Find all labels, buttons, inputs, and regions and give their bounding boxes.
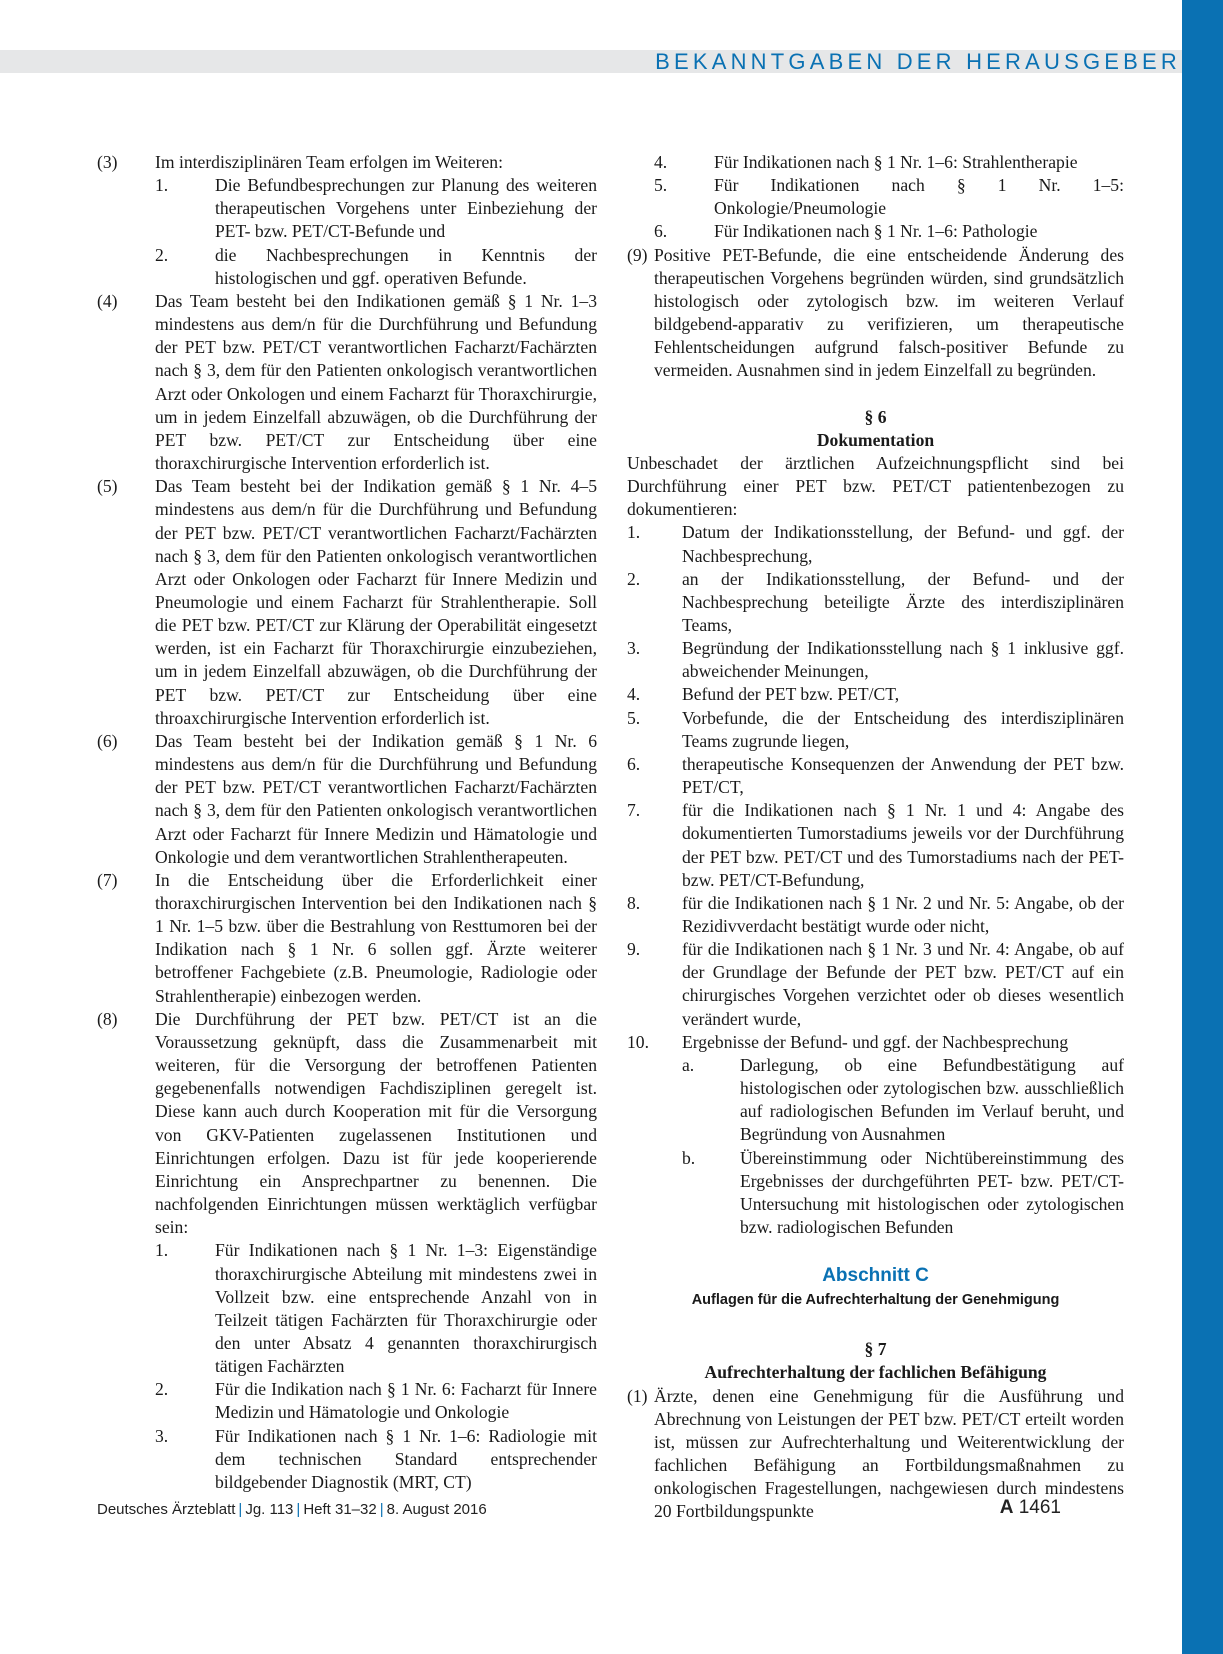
section-header-title: BEKANNTGABEN DER HERAUSGEBER xyxy=(655,49,1181,74)
list-item xyxy=(97,1378,597,1424)
list-item xyxy=(627,683,1124,706)
list-item xyxy=(627,637,1124,683)
paragraph-4 xyxy=(97,290,597,475)
footer-issue: Heft 31–32 xyxy=(303,1501,377,1518)
list-number: 1. xyxy=(155,1240,169,1261)
list-item xyxy=(627,799,1124,892)
paragraph-8 xyxy=(97,1008,597,1240)
page-prefix: A xyxy=(999,1497,1014,1518)
list-item xyxy=(627,707,1124,753)
paragraph-text: Positive PET-Befunde, die eine entscheidende Änderung des therapeutischen Vorgehens begründen würden, sind grundsätzlich histologisch oder zytologisch bzw. im weiteren Verlauf bildgebend-apparativ zu verifizieren, um therapeutische Fehlentscheidungen aufgrund falsch-positiver Befunde zu vermeiden. Ausnahmen sind in jedem Einzelfall zu begründen. xyxy=(654,244,1124,381)
list-item xyxy=(627,938,1124,1031)
list-number: 3. xyxy=(155,1425,169,1446)
paragraph-7 xyxy=(97,869,597,1008)
page-number-value: 1461 xyxy=(1018,1497,1061,1518)
list-text: Für Indikationen nach § 1 Nr. 1–6: Pathologie xyxy=(714,221,1038,242)
list-text: Für Indikationen nach § 1 Nr. 1–6: Strahlentherapie xyxy=(714,152,1078,172)
list-text: Übereinstimmung oder Nichtübereinstimmung des Ergebnisses der durchgeführten PET- bzw. PET/CT-Untersuchung mit histologischen oder zytologischen bzw. radiologischen Befunden xyxy=(740,1147,1124,1238)
list-text: Befund der PET bzw. PET/CT, xyxy=(682,684,900,705)
list-text: für die Indikationen nach § 1 Nr. 1 und 4: Angabe des dokumentierten Tumorstadiums jeweils vor der Durchführung der PET bzw. PET/CT und des Tumorstadiums nach der PET- bzw. PET/CT-Befundung, xyxy=(682,800,1124,890)
list-item xyxy=(627,892,1124,938)
list-item xyxy=(97,244,597,290)
footer-date: 8. August 2016 xyxy=(386,1501,487,1518)
abschnitt-title: Abschnitt C xyxy=(822,1265,929,1287)
list-number: 5. xyxy=(627,707,641,728)
list-number: 5. xyxy=(654,175,668,196)
paragraph-text: Im interdisziplinären Team erfolgen im Weiteren: xyxy=(155,152,503,172)
section-6-intro: Unbeschadet der ärztlichen Aufzeichnungspflicht sind bei Durchführung einer PET bzw. PET/CT patientenbezogen zu dokumentieren: xyxy=(627,452,1124,520)
right-column xyxy=(627,151,1124,1523)
paragraph-number: (8) xyxy=(97,1008,118,1029)
list-item xyxy=(627,568,1124,637)
footer-citation: Deutsches Ärzteblatt | Jg. 113 | Heft 31–32 | 8. August 2016 xyxy=(97,1501,487,1518)
list-text: Darlegung, ob eine Befundbestätigung auf histologischen oder zytologischen bzw. ausschließlich auf radiologischen Befunden im Verlauf beruht, und Begründung von Ausnahmen xyxy=(740,1054,1124,1145)
section-7-number: § 7 xyxy=(864,1339,887,1360)
paragraph-text: Das Team besteht bei den Indikationen gemäß § 1 Nr. 1–3 mindestens aus dem/n für die Durchführung und Befundung der PET bzw. PET/CT verantwortlichen Facharzt/Fachärzten nach § 3, dem für den Patienten onkologisch verantwortlichen Arzt oder Onkologen und einem Facharzt für Thoraxchirurgie, um in jedem Einzelfall abzuwägen, ob die Durchführung der PET bzw. PET/CT zur Entscheidung über eine thoraxchirurgische Intervention erforderlich ist. xyxy=(155,290,597,474)
list-number: 6. xyxy=(627,753,641,774)
list-number: 9. xyxy=(627,939,641,960)
list-text: Die Befundbesprechungen zur Planung des weiteren therapeutischen Vorgehens unter Einbeziehung der PET- bzw. PET/CT-Befunde und xyxy=(215,175,597,242)
list-number: b. xyxy=(682,1147,696,1168)
list-number: 6. xyxy=(654,221,668,242)
list-number: a. xyxy=(682,1054,695,1075)
list-number: 1. xyxy=(627,522,641,543)
list-number: 1. xyxy=(155,175,169,196)
list-text: für die Indikationen nach § 1 Nr. 3 und Nr. 4: Angabe, ob auf der Grundlage der Befunde der PET bzw. PET/CT auf ein chirurgisches Vorgehen verzichtet oder ob dieses wesentlich verändert wurde, xyxy=(682,939,1124,1029)
list-text: Für Indikationen nach § 1 Nr. 1–3: Eigenständige thoraxchirurgische Abteilung mit mindestens zwei in Vollzeit bzw. eine entsprechende Anzahl von in Teilzeit tätigen Fachärzten für Thoraxchirurgie oder den unter Absatz 4 genannten thoraxchirurgisch tätigen Fachärzten xyxy=(215,1240,597,1377)
list-subitem xyxy=(627,1147,1124,1240)
paragraph-number: (4) xyxy=(97,290,118,311)
section-7-title: Aufrechterhaltung der fachlichen Befähigung xyxy=(704,1362,1047,1383)
section-6-title: Dokumentation xyxy=(816,429,935,450)
list-item xyxy=(627,174,1124,220)
list-item xyxy=(627,753,1124,799)
list-number: 4. xyxy=(654,152,668,172)
section-6-number: § 6 xyxy=(864,406,887,427)
list-text: an der Indikationsstellung, der Befund- und der Nachbesprechung beteiligte Ärzte des interdisziplinären Teams, xyxy=(682,568,1124,635)
paragraph-number: (3) xyxy=(97,152,118,172)
list-item xyxy=(97,1239,597,1378)
list-text: Ergebnisse der Befund- und ggf. der Nachbesprechung xyxy=(682,1031,1069,1052)
paragraph-number: (6) xyxy=(97,730,118,751)
list-text: Für die Indikation nach § 1 Nr. 6: Facharzt für Innere Medizin und Hämatologie und Onkologie xyxy=(215,1379,597,1423)
list-text: therapeutische Konsequenzen der Anwendung der PET bzw. PET/CT, xyxy=(682,753,1124,798)
list-number: 4. xyxy=(627,684,641,705)
paragraph-6 xyxy=(97,730,597,869)
list-item xyxy=(627,521,1124,567)
list-text: Begründung der Indikationsstellung nach § 1 inklusive ggf. abweichender Meinungen, xyxy=(682,638,1124,682)
blue-sidebar-strip xyxy=(1182,0,1223,1654)
list-subitem xyxy=(627,1054,1124,1147)
list-text: Für Indikationen nach § 1 Nr. 1–6: Radiologie mit dem technischen Standard entsprechender bildgebender Diagnostik (MRT, CT) xyxy=(215,1425,597,1492)
paragraph-text: Ärzte, denen eine Genehmigung für die Ausführung und Abrechnung von Leistungen der PET bzw. PET/CT erteilt worden ist, müssen zur Aufrechterhaltung und Weiterentwicklung der fachlichen Befähigung an Fortbildungsmaßnahmen zu onkologischen Fragestellungen, nachgewiesen durch mindestens 20 Fortbildungspunkte xyxy=(654,1385,1124,1522)
list-text: Für Indikationen nach § 1 Nr. 1–5: Onkologie/Pneumologie xyxy=(714,175,1124,219)
left-column xyxy=(97,151,597,1494)
list-item xyxy=(627,151,1124,174)
paragraph-number: (7) xyxy=(97,869,118,890)
list-number: 10. xyxy=(627,1031,649,1052)
footer-volume: Jg. 113 xyxy=(245,1501,294,1518)
list-text: Datum der Indikationsstellung, der Befund- und ggf. der Nachbesprechung, xyxy=(682,522,1124,566)
list-text: Vorbefunde, die der Entscheidung des interdisziplinären Teams zugrunde liegen, xyxy=(682,707,1124,751)
list-text: die Nachbesprechungen in Kenntnis der histologischen und ggf. operativen Befunde. xyxy=(215,244,597,288)
list-number: 3. xyxy=(627,638,641,659)
list-number: 2. xyxy=(155,244,169,265)
paragraph-number: (9) xyxy=(627,244,648,265)
paragraph-number: (5) xyxy=(97,476,118,497)
list-item xyxy=(97,1425,597,1494)
list-number: 2. xyxy=(627,568,641,589)
list-number: 7. xyxy=(627,800,641,821)
list-item xyxy=(627,220,1124,243)
abschnitt-subtitle: Auflagen für die Aufrechterhaltung der Genehmigung xyxy=(691,1292,1060,1309)
list-number: 2. xyxy=(155,1379,169,1400)
list-item xyxy=(97,174,597,243)
paragraph-text: In die Entscheidung über die Erforderlichkeit einer thoraxchirurgischen Intervention bei den Indikationen nach § 1 Nr. 1–5 bzw. über die Bestrahlung von Resttumoren bei der Indikation nach § 1 Nr. 6 sollen ggf. Ärzte weiterer betroffener Fachgebiete (z.B. Pneumologie, Radiologie oder Strahlentherapie) einbezogen werden. xyxy=(155,869,597,1006)
list-item xyxy=(627,1031,1124,1054)
page-number xyxy=(1000,1496,1061,1520)
paragraph-9 xyxy=(627,244,1124,383)
paragraph-5 xyxy=(97,475,597,730)
paragraph-text: Das Team besteht bei der Indikation gemäß § 1 Nr. 4–5 mindestens aus dem/n für die Durchführung und Befundung der PET bzw. PET/CT verantwortlichen Facharzt/Fachärzten nach § 3, dem für den Patienten onkologisch verantwortlichen Arzt oder Onkologen oder Facharzt für Innere Medizin und Pneumologie und einem Facharzt für Strahlentherapie. Soll die PET bzw. PET/CT zur Klärung der Operabilität eingesetzt werden, ist ein Facharzt für Thoraxchirurgie einzubeziehen, um in jedem Einzelfall abzuwägen, ob die Durchführung der PET bzw. PET/CT zur Entscheidung über eine throaxchirurgische Intervention erforderlich ist. xyxy=(155,476,597,728)
paragraph-number: (1) xyxy=(627,1385,648,1406)
paragraph-text: Die Durchführung der PET bzw. PET/CT ist an die Voraussetzung geknüpft, dass die Zusammenarbeit mit weiteren, für die Versorgung der betroffenen Patienten gegebenenfalls notwendigen Fachdisziplinen geregelt ist. Diese kann auch durch Kooperation mit für die Versorgung von GKV-Patienten zugelassenen Institutionen und Einrichtungen erfolgen. Dazu ist für jede kooperierende Einrichtung ein Ansprechpartner zu benennen. Die nachfolgenden Einrichtungen müssen werktäglich verfügbar sein: xyxy=(155,1008,597,1238)
list-text: für die Indikationen nach § 1 Nr. 2 und Nr. 5: Angabe, ob der Rezidivverdacht bestätigt wurde oder nicht, xyxy=(682,892,1124,936)
footer-journal: Deutsches Ärzteblatt xyxy=(97,1501,236,1518)
paragraph-3 xyxy=(97,151,597,174)
list-number: 8. xyxy=(627,892,641,913)
paragraph-text: Das Team besteht bei der Indikation gemäß § 1 Nr. 6 mindestens aus dem/n für die Durchführung und Befundung der PET bzw. PET/CT verantwortlichen Facharzt/Fachärzten nach § 3, dem für den Patienten onkologisch verantwortlichen Arzt oder Facharzt für Innere Medizin und Hämatologie und Onkologie und dem verantwortlichen Strahlentherapeuten. xyxy=(155,730,597,867)
